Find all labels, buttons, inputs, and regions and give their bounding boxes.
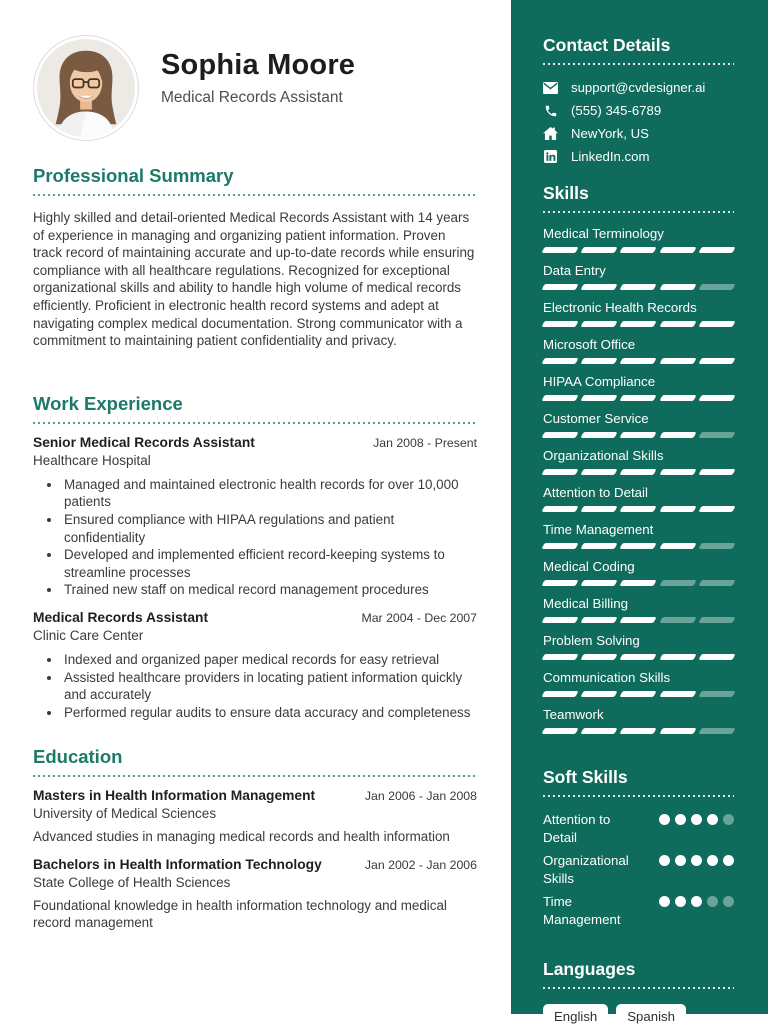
soft-skill-dot — [675, 855, 686, 866]
skill-bar-segment — [541, 506, 578, 512]
candidate-title: Medical Records Assistant — [161, 89, 343, 106]
avatar-illustration — [37, 39, 135, 137]
skill-bar-segment — [581, 395, 618, 401]
skill-bar-segment — [541, 617, 578, 623]
job-bullet: • Ensured compliance with HIPAA regulations and patient confidentiality — [62, 511, 477, 546]
skill-bar-segment — [620, 321, 657, 327]
skill-label: HIPAA Compliance — [543, 374, 656, 389]
skill-bar-segment — [698, 321, 735, 327]
job-title: Medical Records Assistant — [33, 609, 209, 625]
skill-level-bar — [543, 247, 734, 253]
skill-item — [543, 226, 734, 253]
skill-bar-segment — [620, 543, 657, 549]
skill-bar-segment — [581, 284, 618, 290]
skill-bar-segment — [620, 284, 657, 290]
degree-description: Foundational knowledge in health information technology and medical record management — [33, 897, 447, 931]
soft-skill-list — [543, 811, 734, 928]
soft-skill-dot — [675, 814, 686, 825]
language-badge: Spanish — [616, 1004, 686, 1029]
skill-bar-segment — [581, 432, 618, 438]
skill-bar-segment — [659, 506, 696, 512]
job-bullet: • Managed and maintained electronic health records for over 10,000 patients — [62, 476, 477, 511]
skill-item — [543, 707, 734, 734]
soft-skill-dot — [707, 855, 718, 866]
skill-bar-segment — [581, 247, 618, 253]
phone-icon — [543, 103, 558, 118]
skill-level-bar — [543, 469, 734, 475]
skill-item — [543, 522, 734, 549]
degree-list — [33, 788, 477, 932]
degree-dates: Jan 2006 - Jan 2008 — [364, 789, 477, 804]
skill-bar-segment — [659, 728, 696, 734]
skill-level-bar — [543, 395, 734, 401]
skill-label: Communication Skills — [543, 670, 671, 685]
skill-bar-segment — [620, 395, 657, 401]
contact-list — [543, 80, 734, 164]
contact-email-text: support@cvdesigner.ai — [571, 80, 706, 95]
degree-dates: Jan 2002 - Jan 2006 — [364, 857, 477, 872]
soft-skill-item — [543, 893, 734, 928]
skill-item — [543, 633, 734, 660]
skill-bar-segment — [541, 395, 578, 401]
skill-bar-segment — [698, 395, 735, 401]
skill-bar-segment — [659, 543, 696, 549]
soft-skill-label: Time Management — [543, 894, 621, 927]
skill-bar-segment — [581, 617, 618, 623]
skill-bar-segment — [659, 654, 696, 660]
section-work-experience — [33, 393, 477, 722]
contact-phone[interactable] — [543, 103, 734, 118]
soft-skill-level-dots — [659, 852, 734, 887]
soft-skill-dot — [691, 855, 702, 866]
job-bullet-list — [62, 651, 477, 721]
job-bullet: • Performed regular audits to ensure data accuracy and completeness — [62, 704, 477, 722]
degree-school: State College of Health Sciences — [33, 874, 231, 890]
section-skills — [543, 183, 734, 734]
summary-text: Highly skilled and detail-oriented Medical Records Assistant with 14 years of experience in managing and organizing patient information. Proven track record of maintaining accurate and up-to-date records while ensuring compliance with all healthcare regulations. Recognized for exceptional organizational skills and ability to handle high volume of medical records efficiently. Proficient in electronic health record systems and adept at navigating complex medical documentation. Strong communicator with a commitment to maintaining patient confidentiality and privacy. — [33, 210, 475, 349]
job-bullet: • Indexed and organized paper medical records for easy retrieval — [62, 651, 477, 669]
skill-bar-segment — [541, 247, 578, 253]
skill-bar-segment — [698, 432, 735, 438]
degree-header — [33, 788, 477, 803]
skill-bar-segment — [581, 654, 618, 660]
divider — [543, 987, 734, 989]
skill-level-bar — [543, 728, 734, 734]
skill-bar-segment — [620, 432, 657, 438]
degree-entry — [33, 857, 477, 932]
soft-skill-label: Organizational Skills — [543, 853, 629, 886]
skill-level-bar — [543, 506, 734, 512]
skill-item — [543, 596, 734, 623]
soft-skill-level-dots — [659, 811, 734, 846]
divider — [33, 422, 477, 424]
skill-label: Customer Service — [543, 411, 649, 426]
job-header — [33, 435, 477, 450]
skill-bar-segment — [698, 284, 735, 290]
skill-bar-segment — [541, 543, 578, 549]
divider — [33, 194, 477, 196]
soft-skill-dot — [707, 896, 718, 907]
skill-bar-segment — [581, 691, 618, 697]
skill-bar-segment — [541, 358, 578, 364]
skill-bar-segment — [541, 321, 578, 327]
job-header — [33, 610, 477, 625]
skill-bar-segment — [620, 580, 657, 586]
degree-description: Advanced studies in managing medical records and health information — [33, 829, 450, 845]
contact-location-text: NewYork, US — [571, 126, 649, 141]
language-badge: English — [543, 1004, 608, 1029]
contact-linkedin[interactable] — [543, 149, 734, 164]
section-soft-skills — [543, 767, 734, 928]
skill-level-bar — [543, 654, 734, 660]
skill-item — [543, 263, 734, 290]
job-entry — [33, 435, 477, 599]
linkedin-icon — [543, 149, 558, 164]
skill-bar-segment — [659, 617, 696, 623]
skill-label: Microsoft Office — [543, 337, 636, 352]
skill-bar-segment — [581, 580, 618, 586]
skill-bar-segment — [698, 469, 735, 475]
skill-bar-segment — [620, 691, 657, 697]
skill-label: Time Management — [543, 522, 654, 537]
skill-bar-segment — [541, 654, 578, 660]
skill-list — [543, 226, 734, 734]
job-bullet: • Trained new staff on medical record management procedures — [62, 581, 477, 599]
degree-title: Bachelors in Health Information Technology — [33, 856, 322, 872]
skill-bar-segment — [698, 691, 735, 697]
soft-skill-item — [543, 852, 734, 887]
skill-level-bar — [543, 284, 734, 290]
skill-bar-segment — [698, 654, 735, 660]
profile-photo — [33, 35, 139, 141]
work-heading: Work Experience — [33, 392, 183, 414]
email-icon — [543, 80, 558, 95]
skill-level-bar — [543, 358, 734, 364]
soft-skill-dot — [659, 896, 670, 907]
skill-bar-segment — [659, 358, 696, 364]
skill-bar-segment — [659, 691, 696, 697]
contact-linkedin-text: LinkedIn.com — [571, 149, 650, 164]
job-bullet-list — [62, 476, 477, 599]
skill-label: Medical Billing — [543, 596, 628, 611]
languages-heading: Languages — [543, 959, 636, 979]
skill-bar-segment — [659, 432, 696, 438]
skill-item — [543, 670, 734, 697]
soft-skill-dot — [723, 855, 734, 866]
skill-level-bar — [543, 617, 734, 623]
skill-label: Electronic Health Records — [543, 300, 697, 315]
home-icon — [543, 126, 558, 141]
degree-title: Masters in Health Information Management — [33, 788, 316, 804]
skills-heading: Skills — [543, 183, 589, 203]
skill-bar-segment — [541, 284, 578, 290]
skill-bar-segment — [541, 691, 578, 697]
skill-bar-segment — [659, 580, 696, 586]
skill-bar-segment — [541, 728, 578, 734]
skill-bar-segment — [698, 728, 735, 734]
identity-block — [161, 49, 355, 107]
soft-skill-dot — [675, 896, 686, 907]
skill-bar-segment — [581, 543, 618, 549]
skill-bar-segment — [659, 247, 696, 253]
skill-level-bar — [543, 580, 734, 586]
contact-phone-text: (555) 345-6789 — [571, 103, 662, 118]
soft-skill-level-dots — [659, 893, 734, 928]
section-education — [33, 746, 477, 932]
skill-label: Medical Coding — [543, 559, 635, 574]
skill-level-bar — [543, 432, 734, 438]
skill-item — [543, 485, 734, 512]
soft-skill-dot — [659, 814, 670, 825]
skill-item — [543, 374, 734, 401]
skill-bar-segment — [698, 506, 735, 512]
section-languages — [543, 959, 734, 1029]
skill-bar-segment — [620, 506, 657, 512]
skill-item — [543, 300, 734, 327]
skill-bar-segment — [581, 321, 618, 327]
soft-skill-dot — [707, 814, 718, 825]
soft-skill-label: Attention to Detail — [543, 812, 611, 845]
skill-bar-segment — [620, 617, 657, 623]
job-bullet: • Assisted healthcare providers in locating patient information quickly and accurately — [62, 669, 477, 704]
soft-skill-dot — [723, 896, 734, 907]
skill-level-bar — [543, 321, 734, 327]
skill-bar-segment — [620, 654, 657, 660]
job-title: Senior Medical Records Assistant — [33, 434, 255, 450]
skill-bar-segment — [581, 506, 618, 512]
job-entry — [33, 610, 477, 721]
job-company: Clinic Care Center — [33, 627, 144, 643]
skill-item — [543, 411, 734, 438]
skill-label: Organizational Skills — [543, 448, 664, 463]
language-list — [543, 1004, 734, 1029]
skill-level-bar — [543, 543, 734, 549]
resume-header — [33, 35, 477, 141]
skill-label: Data Entry — [543, 263, 606, 278]
skill-bar-segment — [659, 469, 696, 475]
skill-bar-segment — [541, 580, 578, 586]
section-professional-summary — [33, 165, 477, 350]
candidate-name: Sophia Moore — [161, 49, 356, 81]
skill-bar-segment — [620, 728, 657, 734]
skill-bar-segment — [698, 580, 735, 586]
soft-skill-dot — [723, 814, 734, 825]
skill-item — [543, 337, 734, 364]
degree-school: University of Medical Sciences — [33, 806, 217, 822]
degree-entry — [33, 788, 477, 846]
job-list — [33, 435, 477, 722]
divider — [543, 795, 734, 797]
soft-skill-dot — [691, 896, 702, 907]
skill-bar-segment — [581, 469, 618, 475]
skill-label: Attention to Detail — [543, 485, 648, 500]
summary-heading: Professional Summary — [33, 165, 234, 186]
skill-label: Teamwork — [543, 707, 604, 722]
job-dates: Jan 2008 - Present — [373, 435, 477, 450]
skill-bar-segment — [620, 469, 657, 475]
divider — [543, 211, 734, 213]
skill-bar-segment — [698, 617, 735, 623]
degree-header — [33, 857, 477, 872]
divider — [33, 775, 477, 777]
skill-bar-segment — [581, 728, 618, 734]
contact-heading: Contact Details — [543, 35, 671, 55]
soft-skills-heading: Soft Skills — [543, 767, 628, 787]
job-bullet: • Developed and implemented efficient record-keeping systems to streamline processes — [62, 546, 477, 581]
skill-bar-segment — [620, 247, 657, 253]
skill-bar-segment — [659, 321, 696, 327]
section-contact-details — [543, 35, 734, 164]
job-dates: Mar 2004 - Dec 2007 — [361, 610, 477, 625]
skill-level-bar — [543, 691, 734, 697]
skill-label: Problem Solving — [543, 633, 640, 648]
skill-label: Medical Terminology — [543, 226, 664, 241]
skill-bar-segment — [659, 284, 696, 290]
skill-bar-segment — [698, 543, 735, 549]
skill-bar-segment — [620, 358, 657, 364]
soft-skill-dot — [691, 814, 702, 825]
skill-bar-segment — [541, 469, 578, 475]
skill-item — [543, 448, 734, 475]
divider — [543, 63, 734, 65]
education-heading: Education — [33, 746, 123, 768]
skill-bar-segment — [698, 358, 735, 364]
skill-item — [543, 559, 734, 586]
skill-bar-segment — [698, 247, 735, 253]
sidebar — [511, 0, 768, 1024]
soft-skill-item — [543, 811, 734, 846]
contact-location[interactable] — [543, 126, 734, 141]
soft-skill-dot — [659, 855, 670, 866]
contact-email[interactable] — [543, 80, 734, 95]
skill-bar-segment — [581, 358, 618, 364]
job-company: Healthcare Hospital — [33, 452, 151, 468]
skill-bar-segment — [541, 432, 578, 438]
skill-bar-segment — [659, 395, 696, 401]
